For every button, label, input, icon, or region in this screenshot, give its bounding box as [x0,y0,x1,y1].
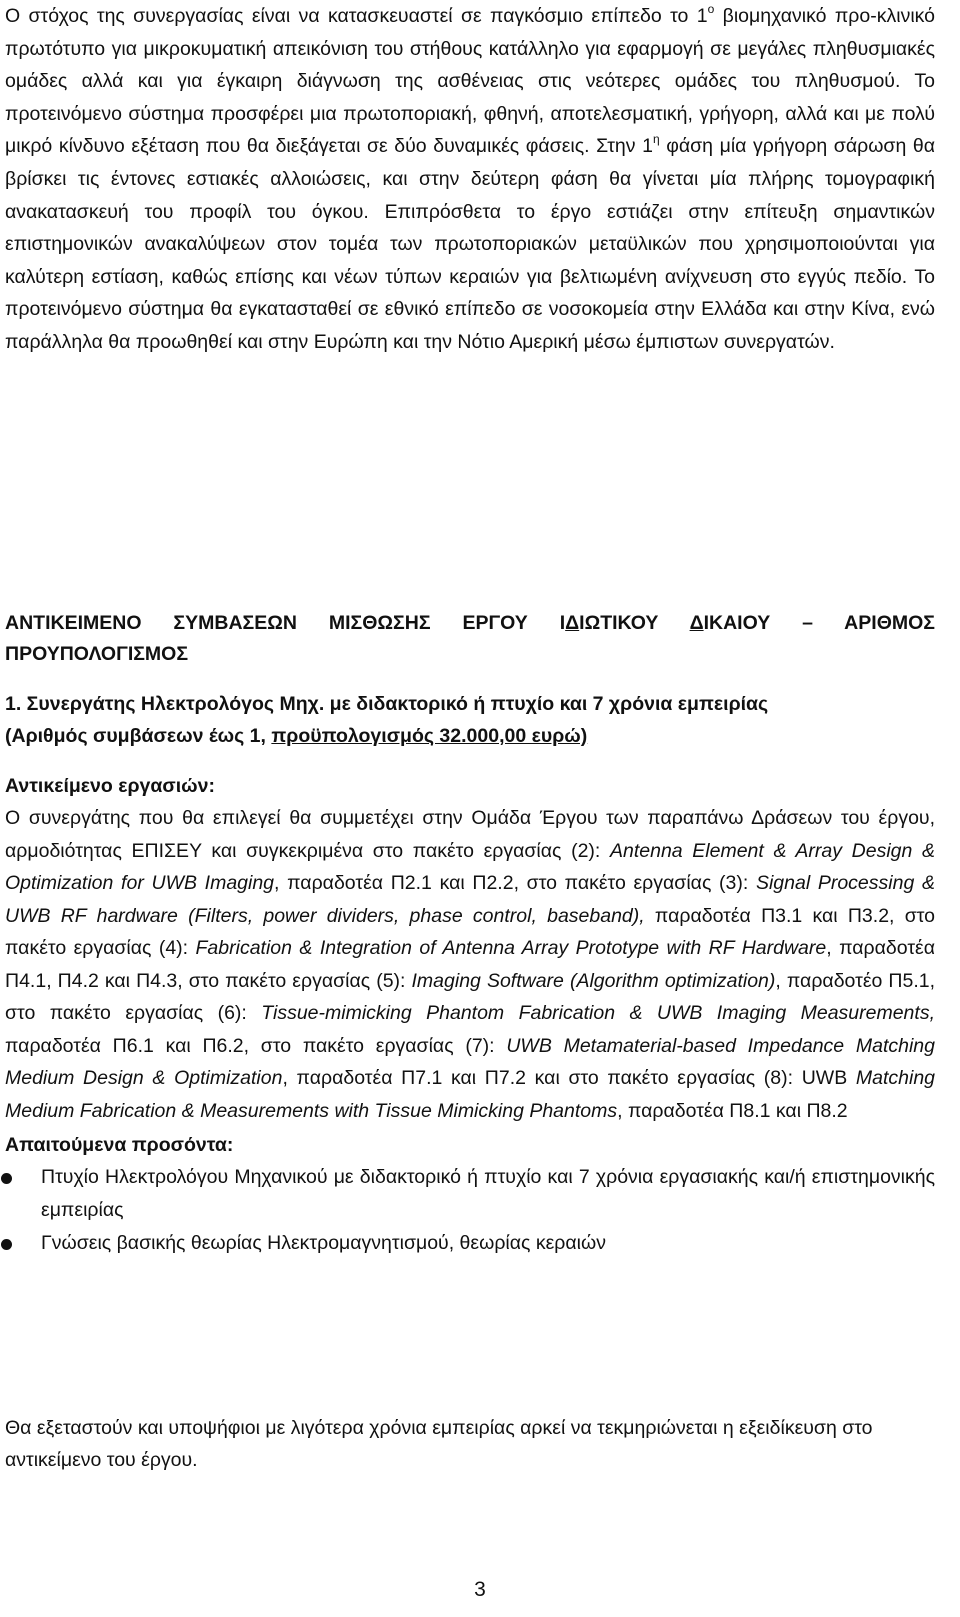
work-package-title: UWB Metamaterial-based Impedance Matching Medium Design & Optimization [5,1034,935,1089]
page-number: 3 [474,1578,486,1601]
objective-text: , παραδοτέα Π2.1 και Π2.2, στο πακέτο εργασίας (3): [274,872,756,894]
objective-text: , παραδοτέα Π7.1 και Π7.2 και στο πακέτο εργασίας (8): UWB [282,1067,856,1089]
objective-text: παραδοτέα Π6.1 και Π6.2, στο πακέτο εργασίας (7): [5,1034,507,1057]
intro-text-2: βιομηχανικό προ-κλινικό πρωτότυπο για μικροκυματική απεικόνιση του στήθους κατάλληλο για εφαρμογή σε μεγάλες πληθυσμιακές ομάδες αλλά και για έγκαιρη διάγνωση της ασθένειας στις νεότερες ομάδες του πληθυσμού. Το προτεινόμενο σύστημα προσφέρει μια πρωτοποριακή, φθηνή, αποτελεσματική, γρήγορη, αλλά και με πολύ μικρό κίνδυνο εξέταση που θα διεξάγεται σε δύο δυναμικές φάσεις. Στην 1 [5,5,936,158]
requirement-text: Πτυχίο Ηλεκτρολόγου Μηχανικού με διδακτορικό ή πτυχίο και 7 χρόνια εργασιακής και/ή επιστημονικής εμπειρίας [41,1166,935,1221]
work-package-title: Signal Processing & UWB RF hardware (Filters, power dividers, phase control, baseband), [5,872,935,927]
work-package-title: Matching Medium Fabrication & Measurements with Tissue Mimicking Phantoms [5,1067,936,1122]
section-heading [5,608,935,670]
objective-text: Ο συνεργάτης που θα επιλεγεί θα συμμετέχει στην Ομάδα Έργου των παραπάνω Δράσεων του έργου, αρμοδιότητας ΕΠΙΣΕΥ και συγκεκριμένα στο πακέτο εργασίας (2): [5,807,935,862]
requirements-label: Απαιτούμενα προσόντα: [5,1134,234,1156]
ordinal-superscript: ο [707,2,715,16]
objective-text: , παραδοτέα Π4.1, Π4.2 και Π4.3, στο πακέτο εργασίας (5): [5,937,935,992]
ordinal-superscript: η [652,132,660,147]
heading-underlined-letter: Δ [689,612,704,634]
intro-text-1: Ο στόχος της συνεργασίας είναι να κατασκευαστεί σε παγκόσμιο επίπεδο το 1 [5,5,708,27]
role-line-1: 1. Συνεργάτης Ηλεκτρολόγος Μηχ. με διδακτορικό ή πτυχίο και 7 χρόνια εμπειρίας [5,693,769,715]
list-item [0,1227,935,1260]
heading-underlined-letter: Δ [565,612,580,634]
work-package-title: Antenna Element & Array Design & Optimization for UWB Imaging [5,839,935,894]
objective-label: Αντικείμενο εργασιών: [5,775,215,797]
intro-text-3: φάση μία γρήγορη σάρωση θα βρίσκει τις έντονες εστιακές αλλοιώσεις, και στην δεύτερη φάση θα γίνεται μία πλήρης τομογραφική ανακατασκευή του προφίλ του όγκου. Επιπρόσθετα το έργο εστιάζει στην επίτευξη σημαντικών επιστημονικών ανακαλύψεων στον τομέα των πρωτοποριακών μεταϋλικών που χρησιμοποιούνται για καλύτερη εστίαση, καθώς επίσης και νέων τύπων κεραιών για βελτιωμένη ανίχνευση στο εγγύς πεδίο. Το προτεινόμενο σύστημα θα εγκατασταθεί σε εθνικό επίπεδο σε νοσοκομεία στην Ελλάδα και στην Κίνα, ενώ παράλληλα θα προωθηθεί και στην Ευρώπη και την Νότιο Αμερική μέσω έμπιστων συνεργατών. [5,135,935,353]
heading-part: ΙΚΑΙΟΥ – ΑΡΙΘΜΟΣ ΠΡΟΥΠΟΛΟΓΙΣΜΟΣ [5,612,935,665]
requirements-list [0,1161,935,1260]
role-line-2 [5,720,935,752]
contract-count: (Αριθμός συμβάσεων έως 1, [5,725,272,747]
list-item [0,1161,935,1227]
objective-text: , παραδοτέο Π5.1, στο πακέτο εργασίας (6): [5,969,936,1024]
work-package-title: Imaging Software (Algorithm optimization) [411,969,776,992]
objective-paragraph [5,802,935,1127]
work-package-title: Tissue-mimicking Phantom Fabrication & UWB Imaging Measurements, [261,1002,935,1024]
intro-paragraph [5,0,935,359]
work-package-title: Fabrication & Integration of Antenna Array Prototype with RF Hardware [195,937,827,959]
role-title [5,688,935,752]
heading-part: ΙΩΤΙΚΟΥ [579,612,690,634]
objective-text: παραδοτέα Π3.1 και Π3.2, στο πακέτο εργασίας (4): [5,904,935,959]
requirement-text: Γνώσεις βασικής θεωρίας Ηλεκτρομαγνητισμού, θεωρίας κεραιών [41,1232,606,1254]
objective-text: , παραδοτέα Π8.1 και Π8.2 [617,1099,848,1122]
heading-part: ΑΝΤΙΚΕΙΜΕΝΟ ΣΥΜΒΑΣΕΩΝ ΜΙΣΘΩΣΗΣ ΕΡΓΟΥ Ι [5,612,566,634]
budget-amount: προϋπολογισμός 32.000,00 ευρώ) [271,725,588,747]
closing-paragraph: Θα εξεταστούν και υποψήφιοι με λιγότερα χρόνια εμπειρίας αρκεί να τεκμηριώνεται η εξειδίκευση στο αντικείμενο του έργου. [5,1417,873,1471]
bullet-icon [1,1173,12,1184]
bullet-icon [1,1239,12,1250]
